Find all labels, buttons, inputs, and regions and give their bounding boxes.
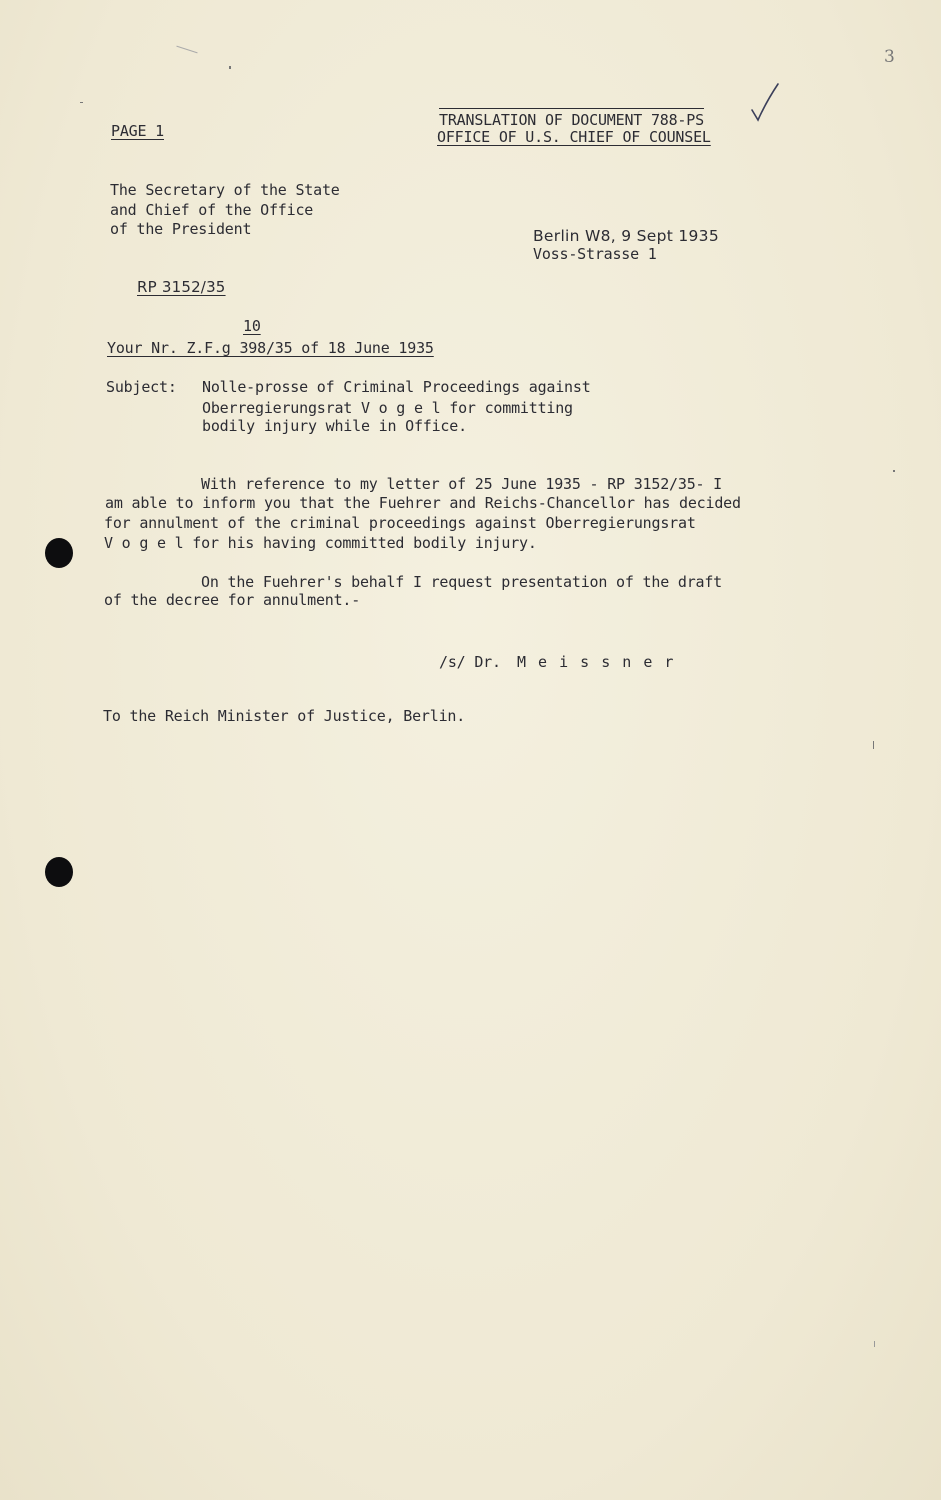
office-line: OFFICE OF U.S. CHIEF OF COUNSEL — [437, 128, 711, 146]
body-line: for annulment of the criminal proceedings against Oberregierungsrat — [104, 514, 696, 532]
body-line: V o g e l for his having committed bodily injury. — [104, 534, 537, 552]
body-line: of the decree for annulment.- — [104, 591, 361, 609]
body-line: On the Fuehrer's behalf I request presentation of the draft — [201, 573, 723, 591]
signature-prefix: /s/ Dr. — [439, 653, 501, 671]
sender-line: The Secretary of the State — [110, 181, 340, 199]
paper-mark — [873, 741, 874, 749]
paper-mark — [874, 1341, 875, 1347]
paper-mark — [80, 102, 83, 103]
body-line: With reference to my letter of 25 June 1935 - RP 3152/35- I — [201, 475, 723, 493]
subject-line: Oberregierungsrat V o g e l for committing — [202, 399, 573, 417]
checkmark-icon — [748, 82, 782, 128]
paper-mark — [176, 46, 197, 54]
corner-mark: 3 — [884, 47, 895, 67]
paper-mark — [893, 470, 895, 472]
body-line: am able to inform you that the Fuehrer and Reichs-Chancellor has decided — [105, 494, 741, 512]
sender-line: of the President — [110, 220, 252, 238]
translation-line: TRANSLATION OF DOCUMENT 788-PS — [439, 108, 704, 130]
sender-line: and Chief of the Office — [110, 201, 314, 219]
punch-hole — [45, 538, 73, 568]
reference-superscript: 10 — [243, 317, 261, 335]
paper-mark — [229, 66, 231, 69]
place-date-line: Berlin W8, 9 Sept 1935 — [533, 227, 720, 245]
addressee-line: To the Reich Minister of Justice, Berlin. — [103, 707, 466, 725]
subject-line: Nolle-prosse of Criminal Proceedings against — [202, 378, 591, 396]
page-label: PAGE 1 — [111, 122, 164, 140]
subject-line: bodily injury while in Office. — [202, 417, 467, 435]
your-reference: Your Nr. Z.F.g 398/35 of 18 June 1935 — [107, 339, 434, 357]
punch-hole — [45, 857, 73, 887]
street-line: Voss-Strasse 1 — [533, 245, 657, 263]
signature-name: M e i s s n e r — [517, 653, 675, 671]
subject-label: Subject: — [106, 378, 177, 396]
rp-number: RP 3152/35 — [137, 278, 226, 296]
